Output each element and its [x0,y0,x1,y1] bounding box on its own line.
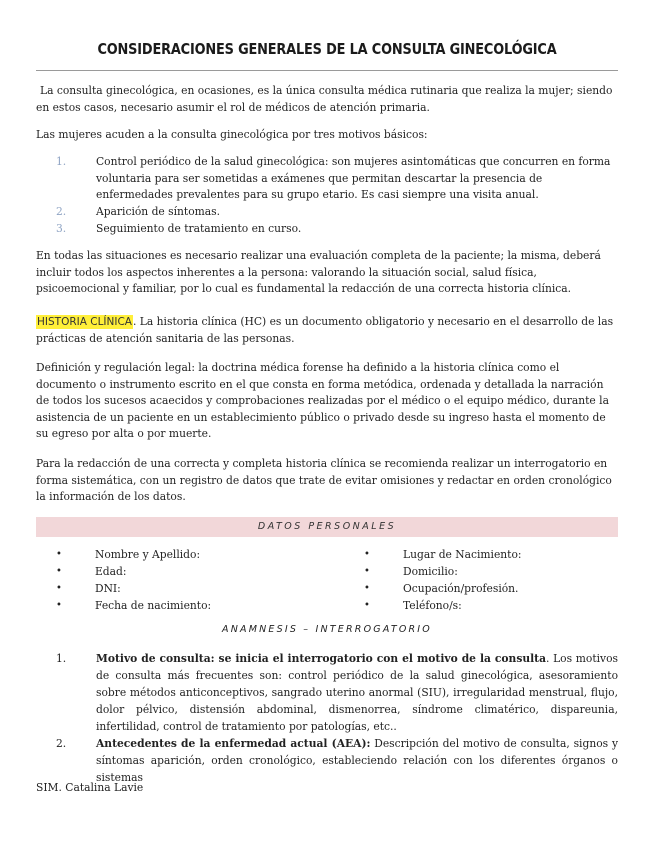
bullet: • [364,583,370,594]
anamnesis-item-text: . Los motivos de consulta más frecuentes son: control periódico de la salud ginecológica, asesoramiento sobre métodos anticonceptivos, sangrado uterino anormal (SIU), irregularidad menstrual, flujo, dolor pélvico, distensión abdominal, dismenorrea, síndrome climatérico, dispareunia, infertilidad, control de tratamiento por patologías, etc.. [96,652,618,733]
personal-field-birthplace: Lugar de Nacimiento: [403,548,522,561]
hc-text: . La historia clínica (HC) es un documento obligatorio y necesario en el desarrollo de las prácticas de atención sanitaria de las personas. [36,315,614,345]
personal-field-phone: Teléfono/s: [403,599,462,612]
title-divider [36,70,618,71]
anamnesis-item [96,735,618,786]
bullet: • [56,566,62,577]
motive-number: 1. [56,155,67,168]
bullet: • [364,566,370,577]
bullet: • [364,549,370,560]
bullet: • [56,549,62,560]
recommendation-paragraph: Para la redacción de una correcta y completa historia clínica se recomienda realizar un interrogatorio en forma sistemática, con un registro de datos que trate de evitar omisiones y redactar en orden cronológico la información de los datos. [36,457,612,503]
hc-highlight: HISTORIA CLÍNICA [37,316,132,328]
personal-field-dni: DNI: [95,582,121,595]
personal-data-heading: DATOS PERSONALES [36,517,618,537]
anamnesis-item-text: Descripción del motivo de consulta, signos y síntomas aparición, orden cronológico, estableciendo relación con los diferentes órganos o sistemas [96,737,618,784]
personal-field-address: Domicilio: [403,565,458,578]
personal-field-occupation: Ocupación/profesión. [403,582,519,595]
definition-paragraph: Definición y regulación legal: la doctrina médica forense ha definido a la historia clínica como el documento o instrumento escrito en el que consta en forma metódica, ordenada y detallada la narración de todos los sucesos acaecidos y comprobaciones realizadas por el médico o el equipo médico, durante la asistencia de un paciente en un establecimiento público o privado desde su ingreso hasta el momento de su egreso por alta o por muerte. [36,361,609,440]
bullet: • [56,600,62,611]
evaluation-paragraph: En todas las situaciones es necesario realizar una evaluación completa de la paciente; la misma, deberá incluir todos los aspectos inherentes a la persona: valorando la situación social, salud física, psicoemocional y familiar, por lo cual es fundamental la redacción de una correcta historia clínica. [36,249,601,295]
motive-text: Control periódico de la salud ginecológica: son mujeres asintomáticas que concurren en forma voluntaria para ser sometidas a exámenes que permitan descartar la presencia de enfermedades prevalentes para su grupo etario. Es casi siempre una visita anual. [96,155,611,201]
anamnesis-number: 1. [56,652,67,665]
motive-text: Seguimiento de tratamiento en curso. [96,222,302,235]
footer-author: SIM. Catalina Lavie [36,781,144,794]
anamnesis-item-title: Antecedentes de la enfermedad actual (AEA): [96,737,371,750]
page-title: CONSIDERACIONES GENERALES DE LA CONSULTA GINECOLÓGICA [97,40,557,58]
personal-field-age: Edad: [95,565,127,578]
intro-paragraph: La consulta ginecológica, en ocasiones, es la única consulta médica rutinaria que realiza la mujer; siendo en estos casos, necesario asumir el rol de médicos de atención primaria. [36,84,613,114]
bullet: • [56,583,62,594]
personal-field-name: Nombre y Apellido: [95,548,201,561]
bullet: • [364,600,370,611]
personal-field-birthdate: Fecha de nacimiento: [95,599,212,612]
anamnesis-heading: ANAMNESIS – INTERROGATORIO [222,624,432,635]
anamnesis-item-title: Motivo de consulta: se inicia el interrogatorio con el motivo de la consulta [96,652,547,665]
motive-number: 3. [56,222,67,235]
motive-text: Aparición de síntomas. [96,205,221,218]
anamnesis-item [96,650,618,735]
motive-number: 2. [56,205,67,218]
motives-lead: Las mujeres acuden a la consulta ginecológica por tres motivos básicos: [36,128,428,141]
hc-paragraph [36,314,618,347]
anamnesis-number: 2. [56,737,67,750]
